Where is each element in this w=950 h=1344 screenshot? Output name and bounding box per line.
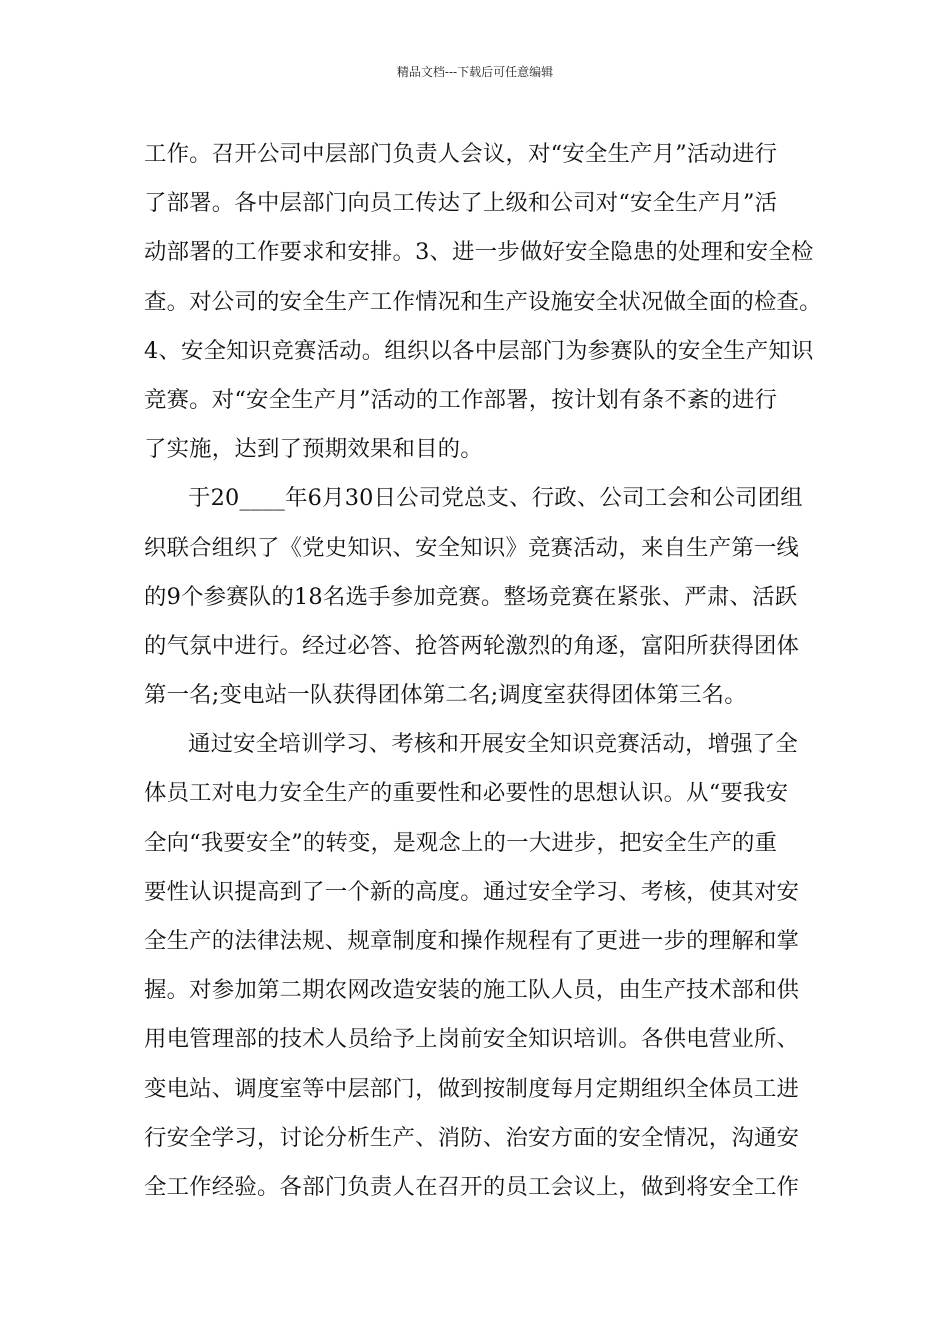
text-line: 了实施，达到了预期效果和目的。	[144, 436, 483, 463]
text-line: 织联合组织了《党史知识、安全知识》竞赛活动，来自生产第一线	[144, 534, 800, 561]
page-header: 精品文档---下载后可任意编辑	[396, 65, 554, 79]
text-line: 工作。召开公司中层部门负责人会议，对“安全生产月”活动进行	[144, 141, 778, 167]
text-line: 体员工对电力安全生产的重要性和必要性的思想认识。从“要我安	[144, 780, 789, 807]
text-line: 变电站、调度室等中层部门，做到按制度每月定期组织全体员工进	[144, 1075, 800, 1102]
text-line: 查。对公司的安全生产工作情况和生产设施安全状况做全面的检查。	[144, 288, 822, 315]
paragraph-1	[144, 130, 820, 474]
text-line: 动部署的工作要求和安排。3、进一步做好安全隐患的处理和安全检	[144, 239, 814, 266]
text-line: 通过安全培训学习、考核和开展安全知识竞赛活动，增强了全	[188, 731, 798, 758]
paragraph-3	[144, 720, 820, 1212]
text-line: 第一名;变电站一队获得团体第二名;调度室获得团体第三名。	[144, 682, 747, 709]
text-line: 的9个参赛队的18名选手参加竞赛。整场竞赛在紧张、严肃、活跃	[144, 583, 798, 610]
text-line: 的气氛中进行。经过必答、抢答两轮激烈的角逐，富阳所获得团体	[144, 632, 800, 659]
document-body	[144, 130, 820, 1212]
text-line: 于20____年6月30日公司党总支、行政、公司工会和公司团组	[188, 485, 803, 512]
text-line: 竞赛。对“安全生产月”活动的工作部署，按计划有条不紊的进行	[144, 386, 778, 413]
text-line: 全工作经验。各部门负责人在召开的员工会议上，做到将安全工作	[144, 1173, 800, 1200]
text-line: 全生产的法律法规、规章制度和操作规程有了更进一步的理解和掌	[144, 928, 800, 954]
text-line: 行安全学习，讨论分析生产、消防、治安方面的安全情况，沟通安	[144, 1124, 800, 1151]
text-line: 了部署。各中层部门向员工传达了上级和公司对“安全生产月”活	[144, 190, 778, 217]
text-line: 握。对参加第二期农网改造安装的施工队人员，由生产技术部和供	[144, 977, 800, 1004]
paragraph-2	[144, 474, 820, 720]
text-line: 用电管理部的技术人员给予上岗前安全知识培训。各供电营业所、	[144, 1026, 800, 1053]
text-line: 全向“我要安全”的转变，是观念上的一大进步，把安全生产的重	[144, 829, 778, 856]
text-line: 4、安全知识竞赛活动。组织以各中层部门为参赛队的安全生产知识	[144, 337, 814, 364]
text-line: 要性认识提高到了一个新的高度。通过安全学习、考核，使其对安	[144, 878, 800, 905]
